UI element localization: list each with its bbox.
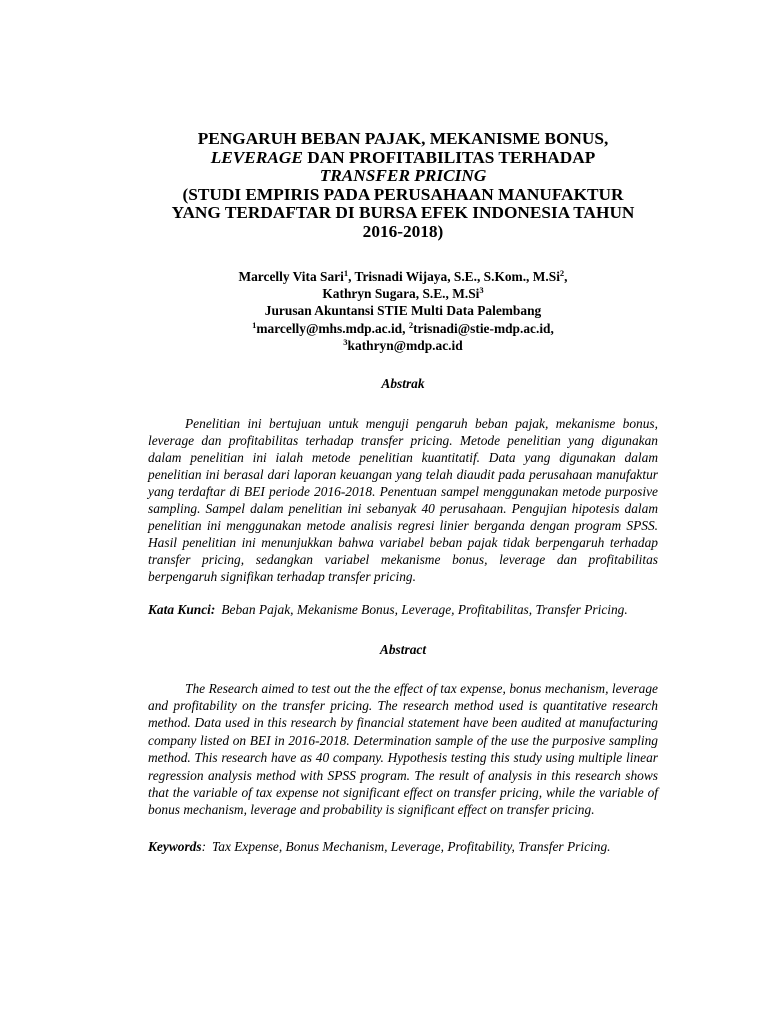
keywords-label-wrap: [148, 838, 212, 855]
email-1: marcelly@mhs.mdp.ac.id,: [256, 320, 409, 336]
author-2-name: , Trisnadi Wijaya, S.E., S.Kom., M.Si: [348, 268, 560, 284]
author-3-name: Kathryn Sugara, S.E., M.Si: [322, 285, 480, 301]
kata-kunci-text: Beban Pajak, Mekanisme Bonus, Leverage, Profitabilitas, Transfer Pricing.: [221, 601, 628, 617]
authors-line-2: [148, 285, 658, 302]
email-2: trisnadi@stie-mdp.ac.id,: [413, 320, 554, 336]
affiliation: Jurusan Akuntansi STIE Multi Data Palembang: [264, 303, 542, 319]
abstrak-heading: Abstrak: [381, 375, 425, 391]
email-2-sup: 2: [408, 319, 414, 330]
abstract-heading: Abstract: [379, 641, 427, 657]
keywords-label: Keywords: [148, 838, 202, 854]
emails-line-2: [148, 337, 658, 354]
author-separator: ,: [564, 268, 568, 284]
keywords-text: Tax Expense, Bonus Mechanism, Leverage, Profitability, Transfer Pricing.: [212, 838, 611, 854]
paper-page: [148, 130, 658, 855]
email-1-sup: 1: [252, 319, 257, 330]
author-3-sup: 3: [479, 284, 484, 295]
email-3-sup: 3: [343, 337, 348, 348]
author-2-sup: 2: [559, 267, 565, 278]
author-1-sup: 1: [343, 267, 349, 278]
title-line-1: PENGARUH BEBAN PAJAK, MEKANISME BONUS,: [197, 129, 609, 148]
title-transfer-pricing-italic: TRANSFER PRICING: [319, 166, 487, 186]
abstract-body: The Research aimed to test out the the effect of tax expense, bonus mechanism, leverage and profitability on the transfer pricing. The research method used is quantitative research method. Data used in this research by financial statement have been audited at manufacturing company listed on BEI in 2016-2018. Determination sample of the use the purposive sampling method. This research have as 40 company. Hypothesis testing this study using multiple linear regression analysis method with SPSS program. The result of analysis in this research shows that the variable of tax expense not significant effect on transfer pricing, while the variable of bonus mechanism, leverage and probability is significant effect on transfer pricing.: [148, 680, 658, 818]
title-line-6: 2016-2018): [362, 221, 444, 241]
keywords-colon: :: [201, 838, 207, 854]
author-1-name: Marcelly Vita Sari: [238, 268, 344, 284]
emails-line-1: [148, 320, 658, 337]
author-block: [148, 268, 658, 355]
title-line-5: YANG TERDAFTAR DI BURSA EFEK INDONESIA TAHUN: [171, 203, 635, 223]
kata-kunci-label: Kata Kunci:: [148, 601, 216, 617]
authors-line-1: [148, 268, 658, 285]
email-3: kathryn@mdp.ac.id: [347, 338, 463, 354]
kata-kunci-block: [148, 601, 658, 618]
title-line-4: (STUDI EMPIRIS PADA PERUSAHAAN MANUFAKTUR: [182, 184, 624, 204]
title-leverage-italic: LEVERAGE: [210, 147, 303, 167]
keywords-block: [148, 838, 658, 855]
abstrak-body: Penelitian ini bertujuan untuk menguji pengaruh beban pajak, mekanisme bonus, leverage dan profitabilitas terhadap transfer pricing. Metode penelitian yang digunakan dalam penelitian ini ialah metode penelitian kuantitatif. Data yang digunakan dalam penelitian ini berasal dari laporan keuangan yang telah diaudit pada perusahaan manufaktur yang terdaftar di BEI periode 2016-2018. Penentuan sampel menggunakan metode purposive sampling. Sampel dalam penelitian ini sebanyak 40 perusahaan. Pengujian hipotesis dalam penelitian ini menggunakan metode analisis regresi linier berganda dengan program SPSS. Hasil penelitian ini menunjukkan bahwa variabel beban pajak tidak berpengaruh terhadap transfer pricing, sedangkan variabel mekanisme bonus, leverage dan profitabilitas berpengaruh signifikan terhadap transfer pricing.: [148, 415, 658, 584]
title-line-2-rest: DAN PROFITABILITAS TERHADAP: [302, 147, 596, 167]
paper-title: [148, 130, 658, 242]
title-line-2: [148, 149, 658, 168]
title-line-3: [148, 167, 658, 186]
